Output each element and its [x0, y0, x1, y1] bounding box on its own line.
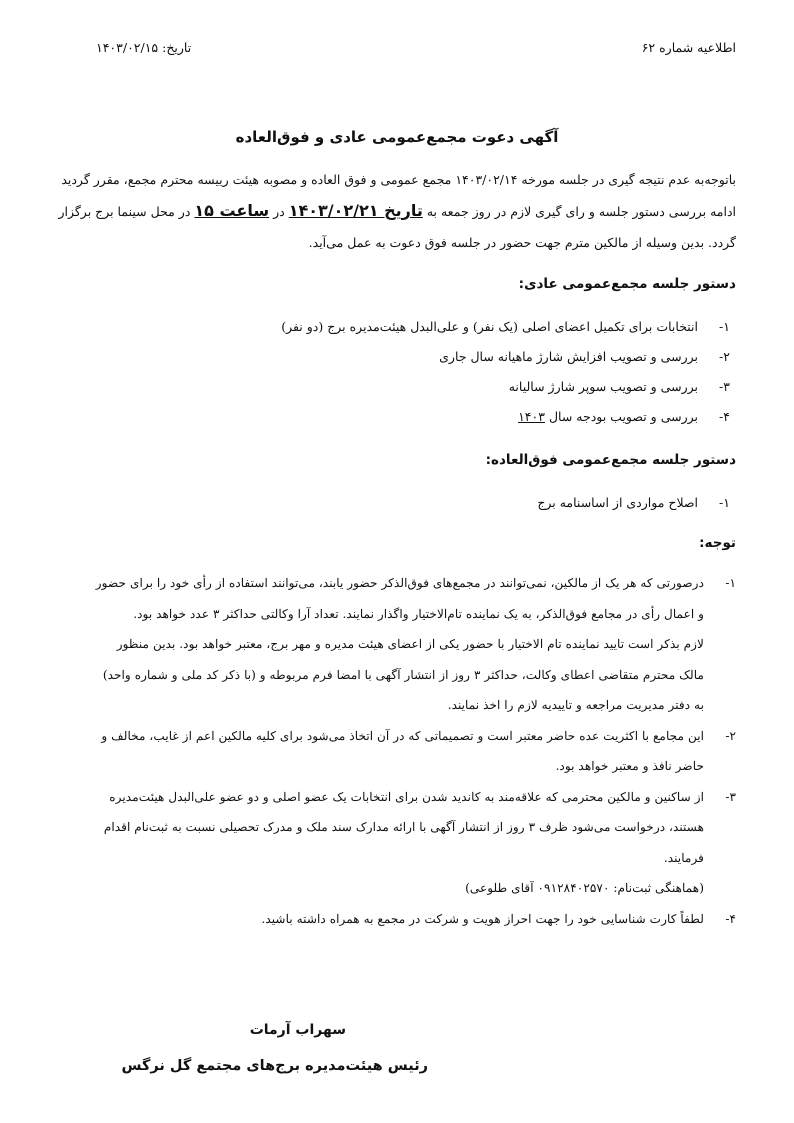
ordinary-agenda-heading: دستور جلسه مجمع‌عمومی عادی: — [518, 276, 736, 292]
meeting-date: تاریخ ۱۴۰۳/۰۲/۲۱ — [288, 201, 423, 220]
intro-paragraph — [56, 164, 736, 258]
intro-line-2-in: در — [273, 204, 285, 219]
intro-line-3: گردد. بدین وسیله از مالکین مترم جهت حضور در جلسه فوق دعوت به عمل می‌آید. — [308, 235, 736, 250]
ordinary-agenda-list — [60, 312, 730, 432]
signer-title: رئیس هیئت‌مدیره برج‌های مجتمع گل نرگس — [121, 1058, 428, 1074]
intro-line-2 — [56, 195, 736, 227]
page-title: آگهی دعوت مجمع‌عمومی عادی و فوق‌العاده — [235, 128, 559, 146]
list-item: ۲-بررسی و تصویب افزایش شارژ ماهیانه سال جاری — [439, 349, 730, 364]
intro-line-2-part-1: ادامه بررسی دستور جلسه و رای گیری لازم در روز جمعه به — [426, 204, 736, 219]
intro-line-1: باتوجه‌به عدم نتیجه گیری در جلسه مورخه ۱۴۰۳/۰۲/۱۴ مجمع عمومی و فوق العاده و مصوبه هیئت رییسه محترم مجمع، مقرر گردید — [61, 172, 736, 187]
note-item: ۱- درصورتی که هر یک از مالکین، نمی‌توانند در مجمع‌های فوق‌الذکر حضور یابند، می‌توانند استفاده از رأی خود را برای حضور و اعمال رأی در مجامع فوق‌الذکر، به یک نماینده تام‌الاختیار واگذار نمایند. تعداد آرا وکالتی حداکثر ۳ عدد خواهد بود. لازم بذکر است تایید نماینده تام الاختیار با حضور یکی از اعضای هیئت مدیره و مهر برج، معتبر خواهد بود. بدین منظور مالک محترم متقاضی اعطای وکالت، حداکثر ۳ روز از انتشار آگهی با امضا فرم مربوطه و (با ذکر کد ملی و شماره واحد) به دفتر مدیریت مراجعه و تاییدیه لازم را اخذ نمایند. — [95, 576, 736, 712]
note-item: ۲- این مجامع با اکثریت عده حاضر معتبر است و تصمیماتی که در آن اتخاذ می‌شود برای کلیه مالکین اعم از غایب، مخالف و حاضر نافذ و معتبر خواهد بود. — [101, 728, 736, 773]
intro-line-2-part-2: در محل سینما برج برگزار — [58, 204, 191, 219]
list-item: ۱-انتخابات برای تکمیل اعضای اصلی (یک نفر) و علی‌البدل هیئت‌مدیره برج (دو نفر) — [281, 319, 730, 334]
note-item: ۳- از ساکنین و مالکین محترمی که علاقه‌مند به کاندید شدن برای انتخابات یک عضو اصلی و دو عضو علی‌البدل هیئت‌مدیره هستند، درخواست می‌شود ظرف ۳ روز از انتشار آگهی با ارائه مدارک سند ملک و مدرک تحصیلی نسبت به ثبت‌نام اقدام فرمایند. (هماهنگی ثبت‌نام: ۰۹۱۲۸۴۰۲۵۷۰ آقای طلوعی) — [103, 789, 736, 895]
list-item: ۳-بررسی و تصویب سوپر شارژ سالیانه — [508, 379, 730, 394]
list-item: ۱-اصلاح مواردی از اساسنامه برج — [537, 495, 730, 510]
note-item: ۴- لطفاً کارت شناسایی خود را جهت احراز هویت و شرکت در مجمع به همراه داشته باشید. — [261, 911, 736, 926]
notice-number: اطلاعیه شماره ۶۲ — [641, 40, 736, 55]
notice-date: تاریخ: ۱۴۰۳/۰۲/۱۵ — [96, 40, 192, 55]
extraordinary-agenda-heading: دستور جلسه مجمع‌عمومی فوق‌العاده: — [485, 452, 736, 468]
meeting-hour: ساعت ۱۵ — [194, 201, 270, 220]
list-item: ۴-بررسی و تصویب بودجه سال ۱۴۰۳ — [518, 409, 730, 424]
extraordinary-agenda-list — [60, 488, 730, 518]
signer-name: سهراب آرمات — [249, 1022, 346, 1038]
notes-heading: توجه: — [699, 535, 736, 551]
notes-list — [56, 568, 736, 934]
budget-year: ۱۴۰۳ — [518, 409, 545, 424]
